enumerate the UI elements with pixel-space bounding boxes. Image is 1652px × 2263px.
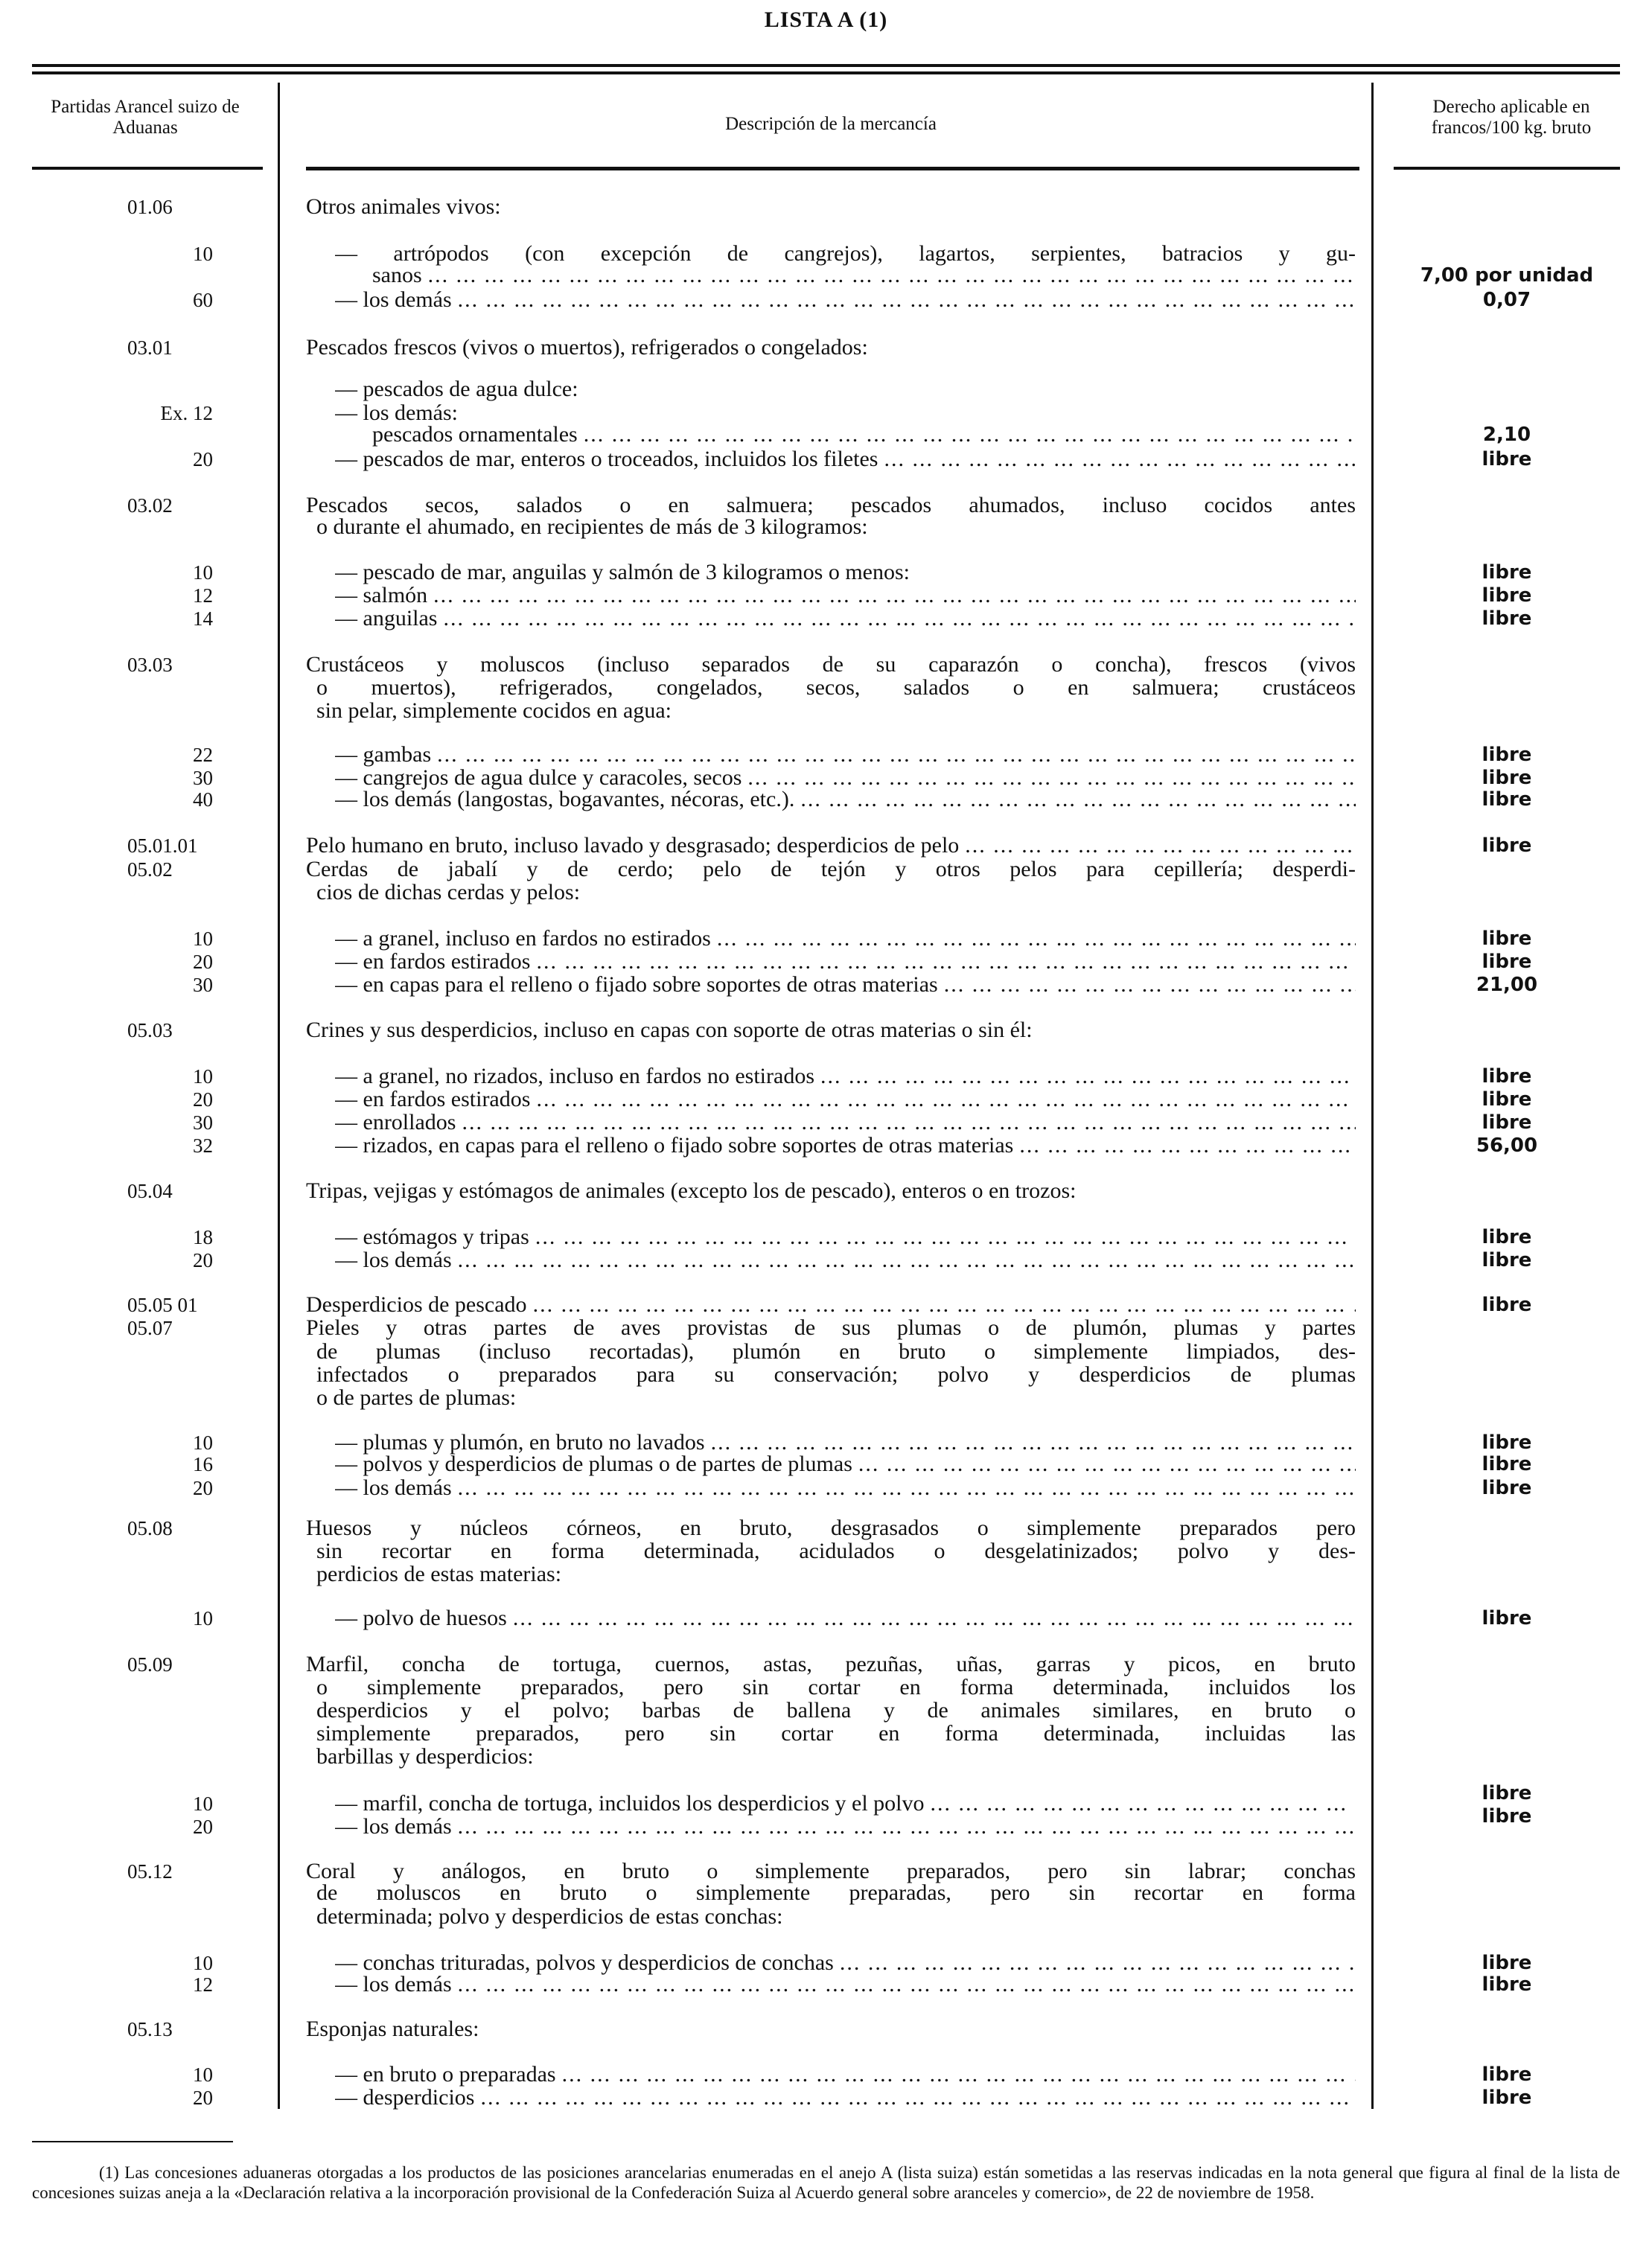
duty-rate: libre <box>1482 1225 1532 1248</box>
table-row <box>0 1951 1652 1975</box>
table-row <box>0 766 1652 790</box>
table-row <box>0 1606 1652 1630</box>
description <box>316 1340 1356 1364</box>
description-text: — los demás <box>335 1973 452 1997</box>
tariff-code: 20 <box>193 1815 213 1838</box>
table-row <box>0 1431 1652 1455</box>
duty-rate: libre <box>1482 743 1532 766</box>
description-text: Coral y análogos, en bruto o simplemente preparados, pero sin labrar; conchas <box>306 1860 1356 1884</box>
duty-rate: 0,07 <box>1482 288 1531 311</box>
dot-leader <box>427 584 1356 607</box>
description-text: o simplemente preparados, pero sin cortar en forma determinada, incluidos los <box>316 1676 1356 1700</box>
tariff-code: 05.02 <box>127 858 173 881</box>
description-text: — en bruto o preparadas <box>335 2062 556 2087</box>
table-row <box>0 1363 1652 1387</box>
description <box>335 584 1356 607</box>
description <box>335 401 1356 425</box>
description-text: Otros animales vivos: <box>306 195 501 220</box>
table-row <box>0 515 1652 539</box>
tariff-code: 20 <box>193 447 213 470</box>
description <box>335 1088 1356 1111</box>
table-row <box>0 288 1652 312</box>
dot-leader <box>711 927 1356 951</box>
dot-leader <box>878 447 1356 471</box>
duty-rate: libre <box>1482 1782 1532 1805</box>
table-row <box>0 788 1652 811</box>
description <box>372 264 1356 287</box>
description-text: sin recortar en forma determinada, acidulados o desgelatinizados; polvo y des- <box>316 1539 1356 1564</box>
table-row <box>0 1111 1652 1134</box>
tariff-code: 10 <box>193 1431 213 1455</box>
tariff-code: 10 <box>193 1792 213 1815</box>
dot-leader <box>474 2086 1356 2110</box>
description <box>306 494 1356 517</box>
tariff-code: 10 <box>193 1065 213 1088</box>
tariff-code: 05.09 <box>127 1653 173 1676</box>
table-row <box>0 1452 1652 1476</box>
duty-rate: libre <box>1482 1065 1532 1088</box>
table-row <box>0 1316 1652 1340</box>
table-row <box>0 1973 1652 1997</box>
description-text: Pelo humano en bruto, incluso lavado y desgrasado; desperdicios de pelo <box>306 834 960 858</box>
description-text: — pescados de agua dulce: <box>335 377 578 402</box>
tariff-code: 22 <box>193 743 213 766</box>
table-row <box>0 1134 1652 1158</box>
tariff-code: 03.02 <box>127 494 173 517</box>
table-row <box>0 1476 1652 1500</box>
description <box>316 676 1356 700</box>
description-text: — conchas trituradas, polvos y desperdicios de conchas <box>335 1950 834 1975</box>
description-text: — los demás <box>335 1814 452 1839</box>
dot-leader <box>578 423 1356 447</box>
description-text: de plumas (incluso recortadas), plumón en bruto o simplemente limpiados, des- <box>316 1339 1356 1364</box>
duty-rate: libre <box>1482 928 1532 950</box>
footnote: (1) Las concesiones aduaneras otorgadas a los productos de las posiciones arancelarias enumeradas en el anejo A (lista suiza) están sometidas a las reservas indicadas en la nota general que figura al final de la lista de concesiones suizas aneja a la «Declaración relativa a la incorporación provisional de la Confederación Suiza al Acuerdo general sobre aranceles y comercio», de 22 de noviembre de 1958. <box>32 2163 1620 2202</box>
description <box>335 1225 1356 1249</box>
description <box>335 1815 1356 1839</box>
duty-rate: libre <box>1482 1951 1532 1974</box>
dot-leader <box>530 1088 1356 1111</box>
description-text: de moluscos en bruto o simplemente preparadas, pero sin recortar en forma <box>316 1881 1356 1906</box>
description-text: — cangrejos de agua dulce y caracoles, secos <box>335 766 742 790</box>
description <box>335 1973 1356 1997</box>
header-rate: Derecho aplicable en francos/100 kg. bruto <box>1431 97 1592 138</box>
description-text: — los demás <box>335 1248 452 1273</box>
table-row <box>0 973 1652 997</box>
description <box>335 377 1356 401</box>
description <box>335 1111 1356 1134</box>
dot-leader <box>705 1431 1356 1455</box>
description-text: pescados ornamentales <box>372 422 578 447</box>
tariff-code: 05.08 <box>127 1517 173 1540</box>
duty-rate: libre <box>1482 561 1532 584</box>
description-text: — polvo de huesos <box>335 1606 507 1630</box>
description-text: — en fardos estirados <box>335 1088 531 1111</box>
description-text: — salmón <box>335 583 428 607</box>
duty-rate: libre <box>1482 1111 1532 1134</box>
tariff-code: 40 <box>193 788 213 811</box>
dot-leader <box>452 288 1356 312</box>
description <box>306 1860 1356 1883</box>
tariff-code: 01.06 <box>127 196 173 219</box>
duty-rate: libre <box>1482 607 1532 630</box>
table-row <box>0 401 1652 425</box>
description <box>306 195 1356 219</box>
description <box>335 561 1356 584</box>
dot-leader <box>529 1225 1356 1249</box>
description-text: Marfil, concha de tortuga, cuernos, astas, pezuñas, uñas, garras y picos, en bruto <box>306 1652 1356 1676</box>
table-row <box>0 1248 1652 1272</box>
duty-rate: libre <box>1482 951 1532 974</box>
table-row <box>0 927 1652 951</box>
duty-rate: libre <box>1482 1453 1532 1476</box>
description <box>372 423 1356 447</box>
top-rule <box>32 64 1620 67</box>
description <box>335 1065 1356 1088</box>
table-row <box>0 494 1652 517</box>
table-row <box>0 2086 1652 2110</box>
dot-leader <box>530 950 1356 974</box>
description <box>306 336 1356 360</box>
description-text: o de partes de plumas: <box>316 1385 517 1410</box>
table-row <box>0 2017 1652 2041</box>
duty-rate: libre <box>1482 1431 1532 1455</box>
description <box>306 1653 1356 1676</box>
dot-leader <box>794 788 1356 811</box>
description <box>335 1134 1356 1158</box>
description <box>335 2063 1356 2087</box>
description-text: Tripas, vejigas y estómagos de animales (excepto los de pescado), enteros o en trozos: <box>306 1178 1077 1203</box>
description <box>316 699 1356 723</box>
tariff-code: 16 <box>193 1453 213 1476</box>
dot-leader <box>431 743 1356 767</box>
description-text: — plumas y plumón, en bruto no lavados <box>335 1431 705 1455</box>
description-text: — estómagos y tripas <box>335 1225 529 1249</box>
tariff-code: 20 <box>193 2086 213 2109</box>
table-row <box>0 1179 1652 1203</box>
description-text: — en capas para el relleno o fijado sobre soportes de otras materias <box>335 973 938 998</box>
table-row <box>0 1905 1652 1929</box>
table-row <box>0 1860 1652 1883</box>
tariff-code: 20 <box>193 1476 213 1499</box>
dot-leader <box>834 1951 1356 1975</box>
description-text: — los demás: <box>335 400 458 425</box>
description-text: — desperdicios <box>335 2085 475 2110</box>
dot-leader <box>924 1792 1356 1816</box>
table-row <box>0 377 1652 401</box>
description <box>335 1476 1356 1500</box>
table-row <box>0 242 1652 266</box>
duty-rate: libre <box>1482 2086 1532 2109</box>
duty-rate: libre <box>1482 1088 1532 1111</box>
duty-rate: libre <box>1482 788 1532 811</box>
tariff-code: 60 <box>193 288 213 311</box>
table-row <box>0 264 1652 287</box>
tariff-code: 10 <box>193 1951 213 1974</box>
description-text: — gambas <box>335 742 432 767</box>
description <box>316 1699 1356 1723</box>
tariff-code: 03.01 <box>127 336 173 360</box>
description <box>306 1179 1356 1203</box>
footnote-rule <box>32 2141 233 2142</box>
duty-rate: 2,10 <box>1482 423 1531 446</box>
tariff-code: 20 <box>193 1088 213 1111</box>
description <box>335 1248 1356 1272</box>
tariff-code: 05.01.01 <box>127 834 198 858</box>
dot-leader <box>452 1815 1356 1839</box>
tariff-code: 03.03 <box>127 654 173 677</box>
table-row <box>0 950 1652 974</box>
duty-rate: libre <box>1482 1294 1532 1317</box>
dot-leader <box>938 973 1356 997</box>
dot-leader <box>556 2063 1356 2087</box>
table-row <box>0 1699 1652 1723</box>
description <box>306 2017 1356 2041</box>
tariff-code: 30 <box>193 974 213 997</box>
description <box>335 766 1356 790</box>
duty-rate: libre <box>1482 584 1532 607</box>
table-row <box>0 881 1652 904</box>
description-text: — los demás (langostas, bogavantes, nécoras, etc.). <box>335 788 795 812</box>
table-row <box>0 1722 1652 1746</box>
tariff-code: 18 <box>193 1225 213 1248</box>
tariff-code: 05.04 <box>127 1179 173 1202</box>
table-row <box>0 607 1652 631</box>
dot-leader <box>527 1293 1356 1317</box>
description <box>316 1676 1356 1699</box>
description <box>335 288 1356 312</box>
description-text: o muertos), refrigerados, congelados, secos, salados o en salmuera; crustáceos <box>316 676 1356 700</box>
dot-leader <box>814 1065 1356 1088</box>
description-text: cios de dichas cerdas y pelos: <box>316 880 581 904</box>
table-row <box>0 1745 1652 1769</box>
description <box>335 1452 1356 1476</box>
description <box>335 973 1356 997</box>
table-row <box>0 1516 1652 1540</box>
table-row <box>0 1386 1652 1410</box>
table-row <box>0 584 1652 607</box>
top-rule-second <box>32 71 1620 74</box>
table-row <box>0 561 1652 584</box>
table-row <box>0 195 1652 219</box>
table-row <box>0 1563 1652 1586</box>
description <box>316 1539 1356 1563</box>
dot-leader <box>456 1111 1356 1134</box>
table-row <box>0 858 1652 881</box>
description-text: — anguilas <box>335 606 438 631</box>
table-row <box>0 1088 1652 1111</box>
table-row <box>0 676 1652 700</box>
table-row <box>0 699 1652 723</box>
description-text: Desperdicios de pescado <box>306 1293 527 1318</box>
description <box>316 1905 1356 1929</box>
description <box>306 1316 1356 1340</box>
description <box>335 927 1356 951</box>
description <box>335 2086 1356 2110</box>
description-text: determinada; polvo y desperdicios de estas conchas: <box>316 1904 783 1929</box>
table-row <box>0 1293 1652 1317</box>
duty-rate: 56,00 <box>1476 1134 1538 1158</box>
duty-rate: libre <box>1482 767 1532 789</box>
table-row <box>0 1225 1652 1249</box>
dot-leader <box>437 607 1356 631</box>
description-text: sanos <box>372 263 422 287</box>
tariff-code: 10 <box>193 928 213 950</box>
duty-rate: libre <box>1482 1606 1532 1630</box>
duty-rate: libre <box>1482 447 1532 470</box>
description <box>316 1363 1356 1387</box>
description-text: Crustáceos y moluscos (incluso separados de su caparazón o concha), frescos (vivos <box>306 653 1356 677</box>
description-text: perdicios de estas materias: <box>316 1563 562 1587</box>
description <box>316 1722 1356 1746</box>
description <box>316 1563 1356 1586</box>
description-text: — los demás <box>335 287 452 312</box>
description-text: — pescado de mar, anguilas y salmón de 3 kilogramos o menos: <box>335 560 910 584</box>
description-text: Pescados frescos (vivos o muertos), refrigerados o congelados: <box>306 336 868 360</box>
tariff-code: 20 <box>193 1249 213 1272</box>
tariff-code: 05.05 01 <box>127 1294 198 1317</box>
tariff-code: 10 <box>193 561 213 584</box>
duty-rate: libre <box>1482 2063 1532 2086</box>
table-row <box>0 1065 1652 1088</box>
tariff-code: 12 <box>193 1973 213 1997</box>
description-text: — artrópodos (con excepción de cangrejos), lagartos, serpientes, batracios y gu- <box>335 241 1356 266</box>
description-text: Pieles y otras partes de aves provistas de sus plumas o de plumón, plumas y partes <box>306 1316 1356 1341</box>
description-text: Pescados secos, salados o en salmuera; pescados ahumados, incluso cocidos antes <box>306 494 1356 518</box>
dot-leader <box>1013 1134 1356 1158</box>
description <box>335 1431 1356 1455</box>
description-text: desperdicios y el polvo; barbas de ballena y de animales similares, en bruto o <box>316 1699 1356 1723</box>
table-row <box>0 1676 1652 1699</box>
tariff-code: 30 <box>193 1111 213 1134</box>
description <box>335 447 1356 471</box>
table-row <box>0 447 1652 471</box>
page-title: LISTA A (1) <box>764 7 888 32</box>
dot-leader <box>507 1606 1356 1630</box>
tariff-code: 05.12 <box>127 1860 173 1883</box>
tariff-code: 10 <box>193 242 213 265</box>
header-rule-code <box>32 167 263 170</box>
table-row <box>0 1881 1652 1905</box>
description-text: sin pelar, simplemente cocidos en agua: <box>316 699 672 724</box>
description-text: — rizados, en capas para el relleno o fijado sobre soportes de otras materias <box>335 1134 1014 1158</box>
table-row <box>0 2063 1652 2087</box>
dot-leader <box>452 1476 1356 1500</box>
duty-rate: libre <box>1482 1973 1532 1997</box>
description <box>306 1018 1356 1042</box>
description <box>316 515 1356 539</box>
duty-rate: libre <box>1482 1249 1532 1272</box>
description-text: barbillas y desperdicios: <box>316 1745 534 1769</box>
description-text: — marfil, concha de tortuga, incluidos los desperdicios y el polvo <box>335 1791 925 1816</box>
header-description: Descripción de la mercancía <box>725 114 937 134</box>
duty-rate: libre <box>1482 1476 1532 1499</box>
tariff-code: 12 <box>193 584 213 607</box>
description-text: Crines y sus desperdicios, incluso en capas con soporte de otras materias o sin él: <box>306 1018 1033 1042</box>
description-text: — a granel, no rizados, incluso en fardos no estirados <box>335 1064 814 1088</box>
description <box>316 881 1356 904</box>
tariff-code: 10 <box>193 1606 213 1630</box>
description <box>335 950 1356 974</box>
table-row <box>0 1653 1652 1676</box>
description <box>335 1792 1356 1816</box>
dot-leader <box>852 1452 1356 1476</box>
description-text: — pescados de mar, enteros o troceados, incluidos los filetes <box>335 447 878 471</box>
tariff-code: 30 <box>193 767 213 789</box>
description <box>316 1881 1356 1905</box>
header-rule-rate <box>1394 167 1620 170</box>
table-row <box>0 743 1652 767</box>
table-row <box>0 1805 1652 1839</box>
dot-leader <box>959 834 1356 858</box>
tariff-code: 10 <box>193 2063 213 2086</box>
description <box>306 834 1356 858</box>
description-text: simplemente preparados, pero sin cortar en forma determinada, incluidas las <box>316 1722 1356 1746</box>
description-text: Esponjas naturales: <box>306 2017 479 2042</box>
dot-leader <box>422 264 1356 287</box>
duty-rate: libre <box>1482 834 1532 858</box>
description <box>335 242 1356 266</box>
description <box>306 1293 1356 1317</box>
duty-rate: 21,00 <box>1476 974 1538 997</box>
description-text: infectados o preparados para su conservación; polvo y desperdicios de plumas <box>316 1362 1356 1387</box>
duty-rate: libre <box>1482 1805 1532 1828</box>
table-row <box>0 1018 1652 1042</box>
table-row <box>0 1340 1652 1364</box>
duty-rate: 7,00 por unidad <box>1420 264 1594 287</box>
description-text: o durante el ahumado, en recipientes de más de 3 kilogramos: <box>316 515 868 540</box>
tariff-code: 32 <box>193 1134 213 1158</box>
header-rule-description <box>306 167 1359 170</box>
description-text: Huesos y núcleos córneos, en bruto, desgrasados o simplemente preparados pero <box>306 1516 1356 1541</box>
tariff-code: 05.13 <box>127 2018 173 2041</box>
dot-leader <box>452 1973 1356 1997</box>
description <box>316 1386 1356 1410</box>
tariff-code: 14 <box>193 607 213 630</box>
table-row <box>0 423 1652 447</box>
description <box>306 653 1356 677</box>
description <box>335 607 1356 631</box>
description <box>306 858 1356 881</box>
description-text: — los demás <box>335 1475 452 1500</box>
table-row <box>0 336 1652 360</box>
description <box>335 743 1356 767</box>
dot-leader <box>452 1248 1356 1272</box>
tariff-code: 05.07 <box>127 1317 173 1340</box>
tariff-code: 20 <box>193 951 213 974</box>
description-text: — en fardos estirados <box>335 950 531 974</box>
header-code: Partidas Arancel suizo de Aduanas <box>51 97 240 138</box>
table-row <box>0 653 1652 677</box>
description <box>335 788 1356 811</box>
table-row <box>0 834 1652 858</box>
description <box>316 1745 1356 1769</box>
description-text: Cerdas de jabalí y de cerdo; pelo de tejón y otros pelos para cepillería; desperdi- <box>306 857 1356 881</box>
description <box>335 1951 1356 1975</box>
description-text: — polvos y desperdicios de plumas o de partes de plumas <box>335 1452 852 1477</box>
description-text: — enrollados <box>335 1111 456 1135</box>
description <box>335 1606 1356 1630</box>
tariff-code: Ex. 12 <box>160 401 213 424</box>
tariff-code: 05.03 <box>127 1018 173 1041</box>
table-row <box>0 1539 1652 1563</box>
description <box>306 1516 1356 1540</box>
dot-leader <box>742 766 1356 790</box>
description-text: — a granel, incluso en fardos no estirados <box>335 927 711 951</box>
